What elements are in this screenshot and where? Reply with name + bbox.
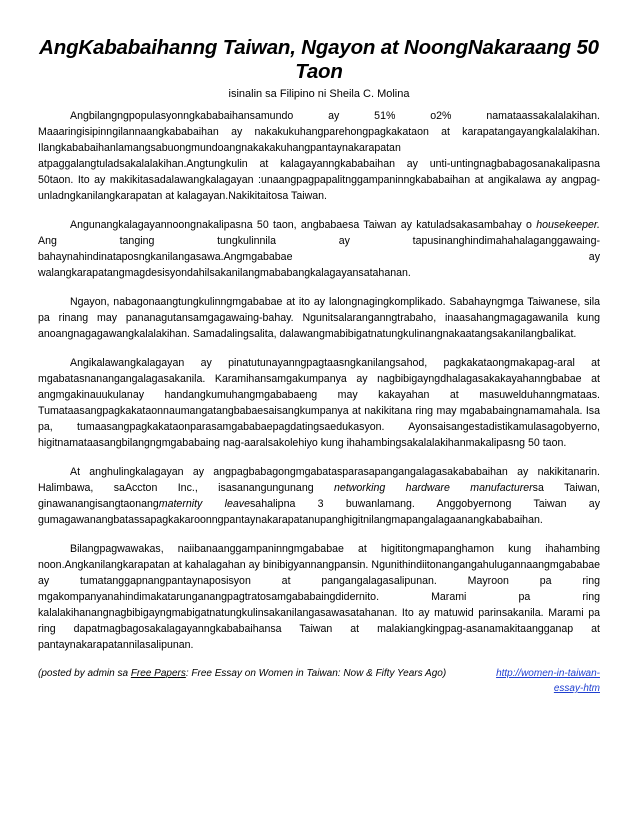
source-footer: [38, 666, 600, 694]
paragraph-5-text-b: sa Taiwan, ginawanangisangtaonang: [38, 482, 600, 510]
translator-byline: isinalin sa Filipino ni Sheila C. Molina: [228, 88, 410, 100]
paragraph-5: [38, 464, 600, 528]
paragraph-2-text-a: Angunangkalagayannoongnakalipasna 50 taon, angbabaesa Taiwan ay katuladsakasambahay o: [70, 219, 537, 231]
document-title: AngKababaihanng Taiwan, Ngayon at NoongNakaraang 50 Taon: [39, 36, 599, 83]
paragraph-5-emphasis-2: maternity leave: [158, 498, 250, 510]
paragraph-5-text-c: sahalipna 3 buwanlamang. Anggobyernong Taiwan ay gumagawanangbatassapagkakaroonngpantaynakarapatanupanghigitnilangmapangalagaanangkababaihan.: [38, 498, 600, 526]
footer-middle: : Free Essay on Women in Taiwan: Now & Fifty Years Ago): [185, 668, 447, 679]
paragraph-6: Bilangpagwawakas, naiibanaanggampaninngmgababae at higititongmapanghamon kung ihahambing noon.Angkanilangkarapatan at kahalagahan ay binibigyannangpansin. Ngunithindiitonangangahulugannaangmgababae ay tumatanggapnangpantaynaposisyon at pangangalagasalipunan. Mayroon pa ring mgakompanyanahindimakatarunganangpagtratosamgababaingdidernito. Marami pa ring kalalakihanangnagbibigayngmabigatnatungkulinsakanilangasawasatahanan. Ito ay matuwid parinsakanila. Marami pa ring dapatmagbagosakalagayanngkababaihansa Taiwan at malakiangkingpag-asanamakitaangganap at pantaynakarapatannilasalipunan.: [38, 543, 600, 651]
source-url-link[interactable]: http://women-in-taiwan-essay-htm: [496, 668, 600, 694]
document-body: [38, 108, 600, 653]
footer-prefix: (posted by admin sa: [38, 668, 131, 679]
paragraph-1: Angbilangngpopulasyonngkababaihansamundo ay 51% o2% namataassakalalakihan. Maaaringisipinngilannaangkababaihan ay nakakukuhangparehongpagkakataon at karapatangayangkalalakihan. Ilangkababaihanlamangsabuongmundoangnakakakuhangpantaynakarapatan atpaggalangtuladsakalalakihan.Angtungkulin at kalagayanngkababaihan ay unti-untingnagbabagosanakalipasna 50taon. Ito ay makikitasadalawangkalagayan :unaangpagpapalitnggampaninngkababaihan at angikalawa ay angpag-unladngkanilangkarapatan at kalagayan.Nakikitaitosa Taiwan.: [38, 110, 600, 202]
free-papers-link[interactable]: Free Papers: [130, 668, 186, 679]
paragraph-2-emphasis: housekeeper.: [536, 219, 600, 231]
paragraph-3: Ngayon, nabagonaangtungkulinngmgababae at ito ay lalongnagingkomplikado. Sabahayngmga Taiwanese, sila pa rinang may pananagutansamgagawaing-bahay. Ngunitsalaranganngtrabaho, inaasahangmagagawanila kung anoangnagagawangkalalakihan. Samadalingsalita, dalawangmabibigatnatungkulinangnakaatangsakanilangbalikat.: [38, 296, 600, 340]
paragraph-4: Angikalawangkalagayan ay pinatutunayanngpagtaasngkanilangsahod, pagkakataongmakapag-aral at mgabatasnanangangalagasakanila. Karamihansamgakumpanya ay nagbibigayngdhalagasakakayahanngbabae at angmgakinauukulanay handangkumuhangmgababaeng may kakayahan at masuwelduhanngmataas. Tumataasangpagkakataonnaumangatangbabaesaisangkumpanya at nakikitana ring may mgababaingnamamahala. Isa pa, tumaasangpagkakataonparasamgababaepagdatingsaedukasyon. Ayonsaisangestadistikamulasagobyerno, higitnamataasangbilangngmgababaing nag-aaralsakolehiyo kung ihahambingsakalalakihanmakalipasng 50 taon.: [38, 357, 600, 449]
paragraph-2-text-b: Ang tanging tungkulinnila ay tapusinanghindimahahalaganggawaing-bahaynahindinataposngkanilangasawa.Angmgababae ay walangkarapatangmagdesisyondahilsakanilangmababangkalagayansatahanan.: [38, 235, 600, 279]
paragraph-5-emphasis-1: networking hardware manufacturer: [334, 482, 533, 494]
paragraph-2: [38, 217, 600, 281]
paragraph-5-text-a: At anghulingkalagayan ay angpagbabagongmgabatasparasapangangalagasakababaihan ay nakikitanarin. Halimbawa, saAccton Inc., isasanangungunang: [38, 466, 600, 494]
